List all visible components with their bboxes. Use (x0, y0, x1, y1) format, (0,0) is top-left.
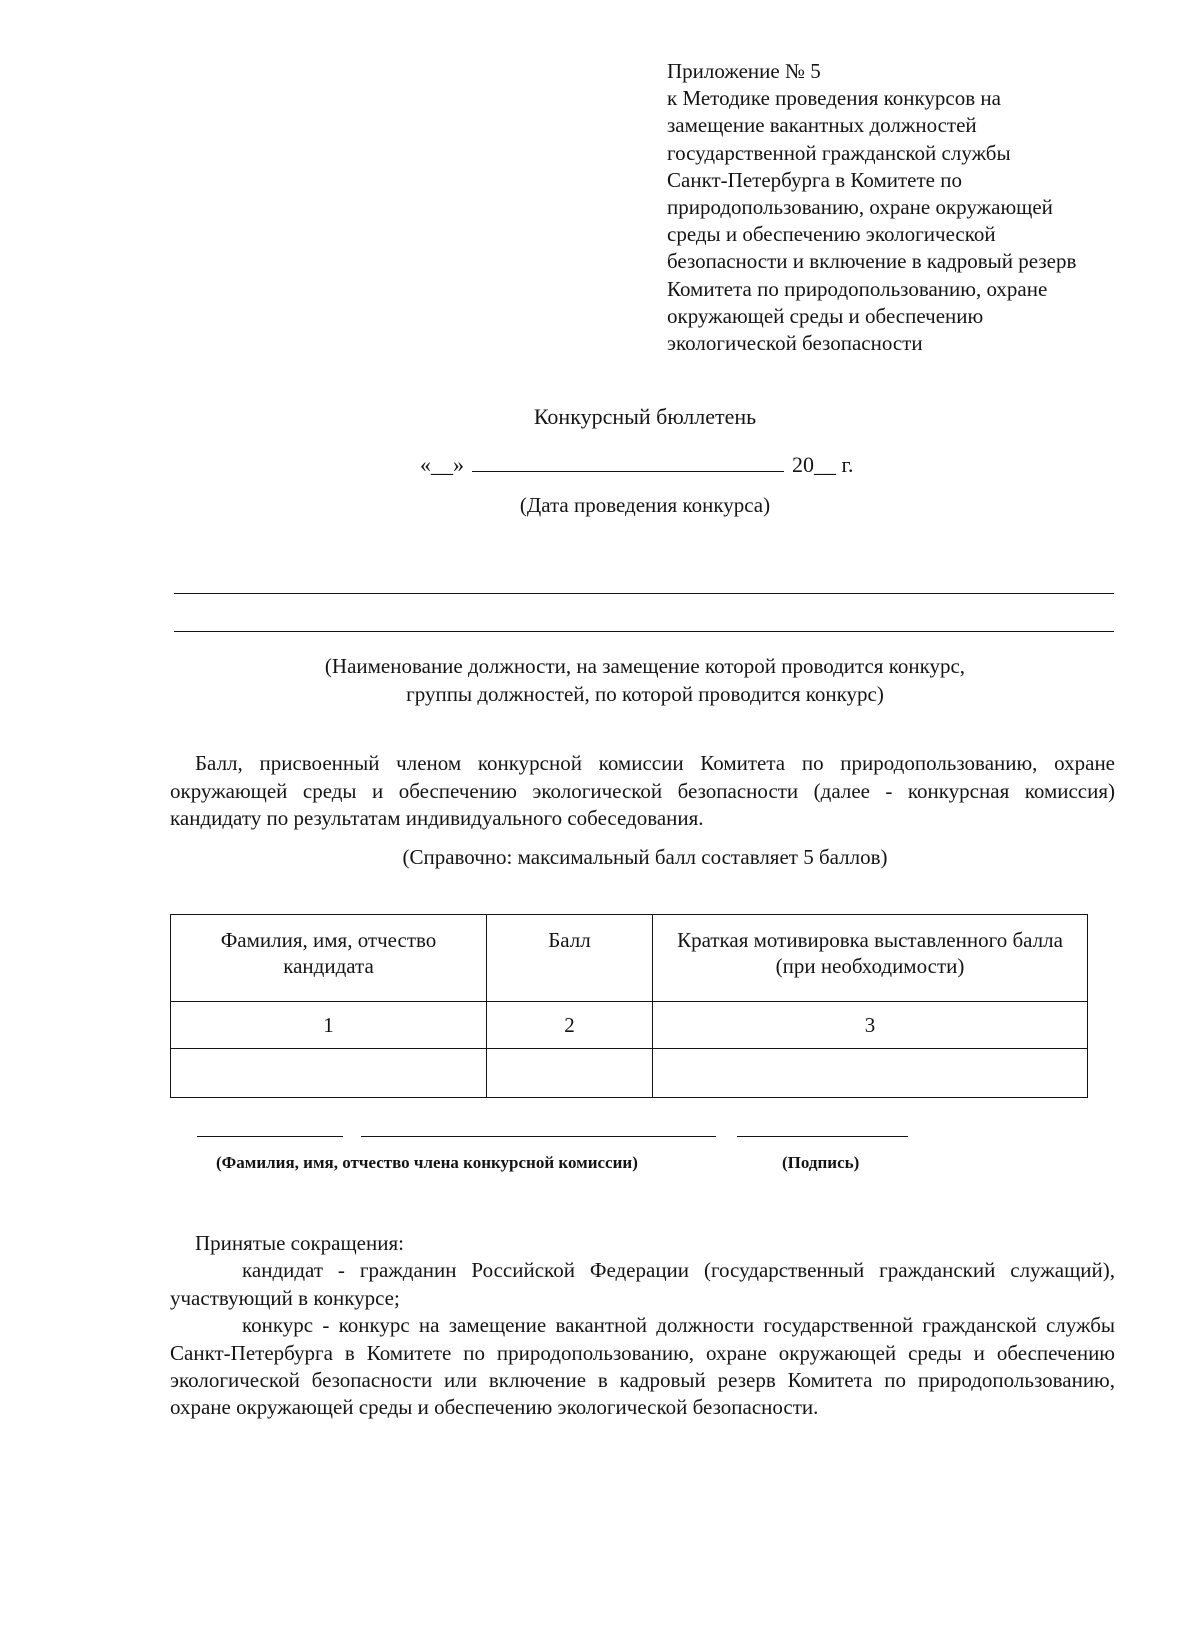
table-header-row (171, 915, 1088, 1002)
appendix-line: Приложение № 5 (667, 59, 821, 83)
header-candidate-name: Фамилия, имя, отчество кандидата (171, 915, 487, 1002)
date-caption: (Дата проведения конкурса) (519, 493, 771, 517)
table-row (171, 1049, 1088, 1098)
reference-note: (Справочно: максимальный балл составляет 5 баллов) (402, 845, 888, 869)
position-caption-line: группы должностей, по которой проводится конкурс) (406, 682, 884, 706)
date-day-placeholder: «__» (420, 452, 464, 477)
member-name-caption: (Фамилия, имя, отчество члена конкурсной комиссии) (216, 1153, 638, 1172)
column-number: 1 (171, 1002, 487, 1049)
score-cell[interactable] (487, 1049, 653, 1098)
header-motivation: Краткая мотивировка выставленного балла (при необходимости) (653, 915, 1088, 1002)
appendix-line: окружающей среды и обеспечению (667, 303, 984, 328)
member-name-line (361, 1136, 716, 1137)
appendix-line: Комитета по природопользованию, охране (667, 276, 1048, 301)
position-caption (0, 652, 1200, 708)
column-number: 2 (487, 1002, 653, 1049)
score-paragraph: Балл, присвоенный членом конкурсной комиссии Комитета по природопользованию, охране окружающей среды и обеспечению экологической безопасности (далее - конкурсная комиссия) кандидату по результатам индивидуального собеседования. (170, 751, 1115, 830)
appendix-line: замещение вакантных должностей (667, 113, 977, 138)
abbreviations-section (170, 1230, 1115, 1422)
signature-caption: (Подпись) (782, 1153, 860, 1172)
position-line-1 (174, 593, 1114, 594)
abbreviation-candidate: кандидат - гражданин Российской Федерации (государственный гражданский служащий), участвующий в конкурсе; (170, 1258, 1115, 1310)
appendix-line: природопользованию, охране окружающей (667, 195, 1053, 220)
appendix-line: экологической безопасности (667, 331, 923, 356)
signature-line-short (197, 1136, 343, 1137)
score-table (170, 914, 1088, 1098)
abbreviation-contest: конкурс - конкурс на замещение вакантной должности государственной гражданской службы Санкт-Петербурга в Комитете по природопользованию, охране окружающей среды и обеспечению экологической безопасности или включение в кадровый резерв Комитета по природопользованию, охране окружающей среды и обеспечению экологической безопасности. (170, 1313, 1115, 1420)
header-score: Балл (487, 915, 653, 1002)
column-number: 3 (653, 1002, 1088, 1049)
motivation-cell[interactable] (653, 1049, 1088, 1098)
date-month-line (472, 449, 784, 472)
appendix-line: к Методике проведения конкурсов на (667, 86, 1001, 111)
date-year-placeholder: 20__ г. (792, 452, 854, 477)
abbreviations-heading: Принятые сокращения: (195, 1231, 404, 1255)
appendix-header (667, 58, 1147, 357)
ballot-title: Конкурсный бюллетень (533, 404, 757, 429)
signature-line (737, 1136, 908, 1137)
position-caption-line: (Наименование должности, на замещение которой проводится конкурс, (324, 654, 966, 678)
appendix-line: Санкт-Петербурга в Комитете по (667, 167, 962, 192)
appendix-line: безопасности и включение в кадровый резерв (667, 249, 1077, 274)
appendix-line: среды и обеспечению экологической (667, 222, 996, 247)
candidate-name-cell[interactable] (171, 1049, 487, 1098)
position-line-2 (174, 631, 1114, 632)
table-number-row (171, 1002, 1088, 1049)
date-row (420, 449, 854, 480)
appendix-line: государственной гражданской службы (667, 140, 1011, 165)
